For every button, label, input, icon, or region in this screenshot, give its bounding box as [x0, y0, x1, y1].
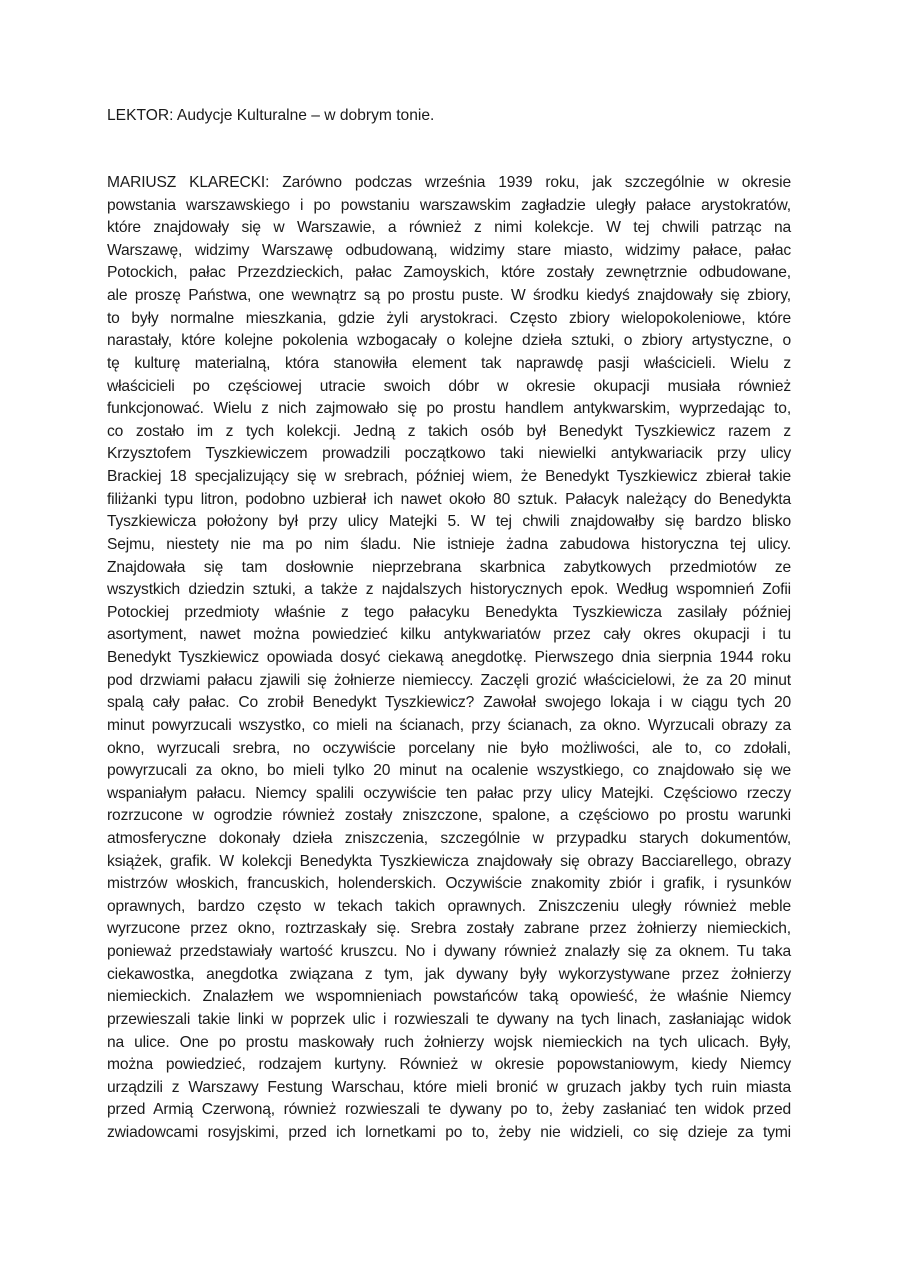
text-line: narastały, które kolejne pokolenia wzbogacały o kolejne dzieła sztuki, o zbiory artystyczne, o [107, 332, 791, 350]
text-line: Sejmu, niestety nie ma po nim śladu. Nie istnieje żadna zabudowa historyczna tej ulicy. [107, 535, 791, 553]
text-line: atmosferyczne dokonały dzieła zniszczenia, szczególnie w przypadku starych dokumentów, [107, 829, 791, 847]
text-line: książek, grafik. W kolekcji Benedykta Tyszkiewicza znajdowały się obrazy Bacciarellego, obrazy [107, 852, 791, 870]
text-line: asortyment, nawet można powiedzieć kilku antykwariatów przez cały okres okupacji i tu [107, 626, 791, 644]
text-line: minut powyrzucali wszystko, co mieli na ścianach, przy ścianach, za okno. Wyrzucali obrazy za [107, 716, 791, 734]
text-line: wspaniałym pałacu. Niemcy spalili oczywiście ten pałac przy ulicy Matejki. Częściowo rzeczy [107, 784, 791, 802]
text-line: rozrzucone w ogrodzie również zostały zniszczone, spalone, a częściowo po prostu warunki [107, 807, 791, 825]
text-line: ale proszę Państwa, one wewnątrz są po prostu puste. W środku kiedyś znajdowały się zbiory, [107, 287, 791, 305]
text-line: spalą cały pałac. Co zrobił Benedykt Tyszkiewicz? Zawołał swojego lokaja i w ciągu tych 20 [107, 694, 791, 712]
text-line: ponieważ przedstawiały wartość kruszcu. No i dywany również znalazły się za oknem. Tu taka [107, 943, 791, 961]
text-line: Brackiej 18 specjalizujący się w srebrach, później wiem, że Benedykt Tyszkiewicz zbierał takie [107, 468, 791, 486]
text-line: Krzysztofem Tyszkiewiczem prowadzili początkowo taki niewielki antykwariacik przy ulicy [107, 445, 791, 463]
text-line: powyrzucali za okno, bo mieli tylko 20 minut na ocalenie wszystkiego, co znajdowało się we [107, 762, 791, 780]
text-line: Tyszkiewicza położony był przy ulicy Matejki 5. W tej chwili znajdowałby się bardzo blisko [107, 513, 791, 531]
text-line: przed Armią Czerwoną, również rozwieszali te dywany po to, żeby zasłaniać ten widok przed [107, 1101, 791, 1119]
text-line: funkcjonować. Wielu z nich zajmowało się po prostu handlem antykwarskim, wyprzedając to, [107, 400, 791, 418]
text-line: co zostało im z tych kolekcji. Jedną z takich osób był Benedykt Tyszkiewicz razem z [107, 422, 791, 440]
text-line: MARIUSZ KLARECKI: Zarówno podczas września 1939 roku, jak szczególnie w okresie [107, 174, 791, 191]
text-line: filiżanki typu litron, podobno uzbierał ich nawet około 80 sztuk. Pałacyk należący do Benedykta [107, 490, 791, 508]
text-line: okno, wyrzucali srebra, no oczywiście porcelany nie było możliwości, ale to, co zdołali, [107, 739, 791, 757]
text-line: można powiedzieć, rodzajem kurtyny. Również w okresie popowstaniowym, kiedy Niemcy [107, 1056, 791, 1074]
text-line: to były normalne mieszkania, gdzie żyli arystokraci. Często zbiory wielopokoleniowe, które [107, 309, 791, 327]
text-line: wyrzucone przez okno, roztrzaskały się. Srebra zostały zabrane przez żołnierzy niemieckich, [107, 920, 791, 938]
text-line: Benedykt Tyszkiewicz opowiada dosyć ciekawą anegdotkę. Pierwszego dnia sierpnia 1944 roku [107, 649, 791, 667]
lektor-line: LEKTOR: Audycje Kulturalne – w dobrym tonie. [107, 107, 435, 124]
text-line: urządzili z Warszawy Festung Warschau, które mieli bronić w gruzach jakby tych ruin miasta [107, 1078, 791, 1096]
text-line: Potockich, pałac Przezdzieckich, pałac Zamoyskich, które zostały zewnętrznie odbudowane, [107, 264, 791, 282]
text-line: zwiadowcami rosyjskimi, przed ich lornetkami po to, żeby nie widzieli, co się dzieje za tymi [107, 1124, 791, 1142]
text-line: niemieckich. Znalazłem we wspomnieniach powstańców taką opowieść, że właśnie Niemcy [107, 988, 791, 1006]
text-line: pod drzwiami pałacu zjawili się żołnierze niemieccy. Zaczęli grozić właścicielowi, że za 20 minut [107, 671, 791, 689]
text-line: mistrzów włoskich, francuskich, holenderskich. Oczywiście znakomity zbiór i grafik, i rysunków [107, 875, 791, 893]
text-line: Potockiej przedmioty właśnie z tego pałacyku Benedykta Tyszkiewicza zasilały później [107, 603, 791, 621]
text-line: Znajdowała się tam dosłownie nieprzebrana skarbnica zabytkowych przedmiotów ze [107, 558, 791, 576]
text-line: tę kulturę materialną, która stanowiła element tak naprawdę pasji właścicieli. Wielu z [107, 354, 791, 372]
text-line: Warszawę, widzimy Warszawę odbudowaną, widzimy stare miasto, widzimy pałace, pałac [107, 241, 791, 259]
text-line: ciekawostka, anegdotka związana z tym, jak dywany były wykorzystywane przez żołnierzy [107, 965, 791, 983]
text-line: właścicieli po częściowej utracie swoich dóbr w okresie okupacji musiała również [107, 377, 791, 395]
text-line: przewieszali takie linki w poprzek ulic i rozwieszali te dywany na tych linach, zasłaniając widok [107, 1010, 791, 1028]
text-line: powstania warszawskiego i po powstaniu warszawskim zagładzie uległy pałace arystokratów, [107, 196, 791, 214]
text-line: oprawnych, bardzo często w tekach takich oprawnych. Zniszczeniu uległy również meble [107, 897, 791, 915]
text-line: wszystkich dziedzin sztuki, a także z najdalszych historycznych epok. Według wspomnień Zofii [107, 581, 791, 599]
text-line: które znajdowały się w Warszawie, a również z nimi kolekcje. W tej chwili patrząc na [107, 219, 791, 237]
text-line: na ulice. One po prostu maskowały ruch żołnierzy wojsk niemieckich na tych ulicach. Były, [107, 1033, 791, 1051]
